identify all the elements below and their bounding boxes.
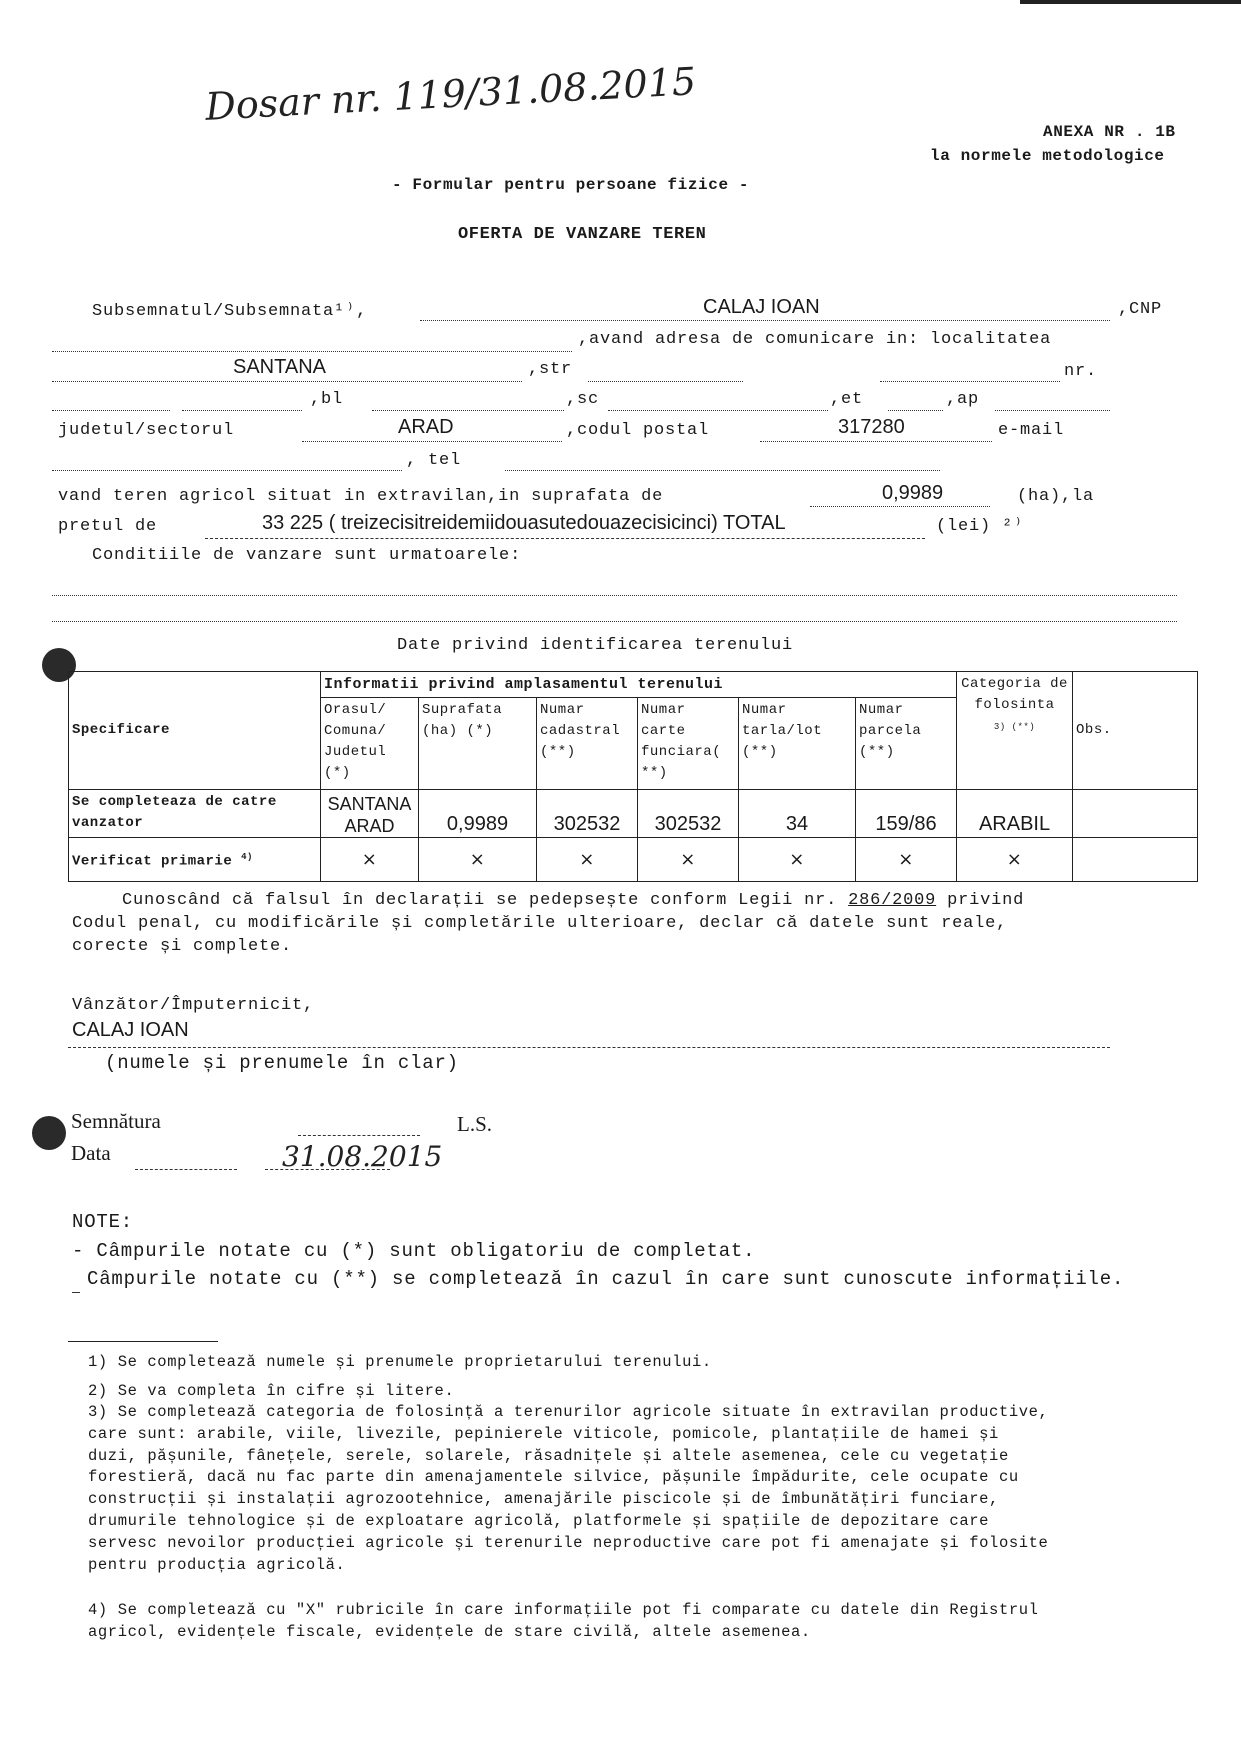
- area-value: 0,9989: [882, 482, 944, 504]
- sc-label: ,sc: [566, 390, 600, 409]
- cell-suprafata: 0,9989: [419, 790, 537, 838]
- mark-tarla: ×: [739, 838, 856, 882]
- header-suprafata: Suprafata (ha) (*): [419, 698, 537, 790]
- locality-line: [52, 381, 522, 382]
- row-primarie-text: Verificat primarie: [72, 853, 233, 870]
- header-cadastral: Numar cadastral (**): [537, 698, 638, 790]
- header-oras: Orasul/ Comuna/ Judetul (*): [321, 698, 419, 790]
- land-label: vand teren agricol situat in extravilan,in suprafata de: [58, 487, 664, 506]
- nr-label: nr.: [1064, 362, 1098, 381]
- footnote-1: 1) Se completează numele și prenumele proprietarului terenului.: [88, 1353, 712, 1371]
- conditions-line-2: [52, 621, 1177, 622]
- header-carte: Numar carte funciara( **): [638, 698, 739, 790]
- price-value: 33 225 ( treizecisitreidemiidouasutedouazecisicinci) TOTAL: [262, 512, 786, 534]
- handwritten-date: 31.08.2015: [282, 1140, 443, 1173]
- ap-line: [995, 410, 1110, 411]
- str-line: [588, 381, 743, 382]
- footnote-rule: [68, 1341, 218, 1342]
- mark-categoria: ×: [957, 838, 1073, 882]
- ha-label: (ha),la: [1017, 487, 1095, 506]
- footnote-3-line: servesc nevoilor producției agricole și terenurile neproductive care pot fi amenajate și folosite: [88, 1533, 1049, 1552]
- bl-line: [372, 410, 564, 411]
- mark-parcela: ×: [856, 838, 957, 882]
- footnote-3-line: pentru producția agricolă.: [88, 1555, 346, 1574]
- declaration-end: privind: [947, 891, 1025, 910]
- signature-name-line: [68, 1047, 1110, 1048]
- name-line: [420, 320, 1110, 321]
- cell-judet: ARAD: [344, 816, 395, 836]
- seller-name: CALAJ IOAN: [703, 296, 820, 318]
- sc-line: [608, 410, 828, 411]
- county-value: ARAD: [398, 416, 454, 438]
- mark-carte: ×: [638, 838, 739, 882]
- data-label: Data: [71, 1141, 111, 1165]
- note-2-dash: [72, 1292, 80, 1293]
- footnote-3-line: drumurile tehnologice și de exploatare agricolă, platformele și spațiile de depozitare care: [88, 1511, 990, 1530]
- mark-oras: ×: [321, 838, 419, 882]
- postal-label: ,codul postal: [566, 421, 710, 440]
- header-categoria: [957, 672, 1073, 790]
- et-label: ,et: [830, 390, 864, 409]
- conditions-line-1: [52, 595, 1177, 596]
- cell-location: [321, 790, 419, 838]
- email-line: [52, 470, 402, 471]
- declaration-line-2: Codul penal, cu modificările și completările ulterioare, declar că datele sunt reale,: [72, 914, 1008, 933]
- county-line: [302, 441, 562, 442]
- handwritten-dossier: Dosar nr. 119/31.08.2015: [204, 59, 698, 129]
- footnote-4-line: agricol, evidențele fiscale, evidențele de stare civilă, altele asemenea.: [88, 1622, 811, 1641]
- semnatura-line: [298, 1135, 420, 1136]
- cell-categoria: ARABIL: [957, 790, 1073, 838]
- semnatura-label: Semnătura: [71, 1109, 161, 1133]
- page-corner-mark: [1020, 0, 1241, 4]
- footnote-3-line: duzi, pășunile, fânețele, serele, solarele, răsadnițele și altele asemenea, cele cu vegetație: [88, 1446, 1009, 1465]
- str-line-2: [880, 381, 1060, 382]
- table-caption: Date privind identificarea terenului: [397, 636, 794, 655]
- cell-carte: 302532: [638, 790, 739, 838]
- mark-obs: [1073, 838, 1198, 882]
- declaration-text: Cunoscând că falsul în declarații se pedepsește conform Legii nr.: [122, 891, 838, 910]
- str-label: ,str: [528, 360, 573, 379]
- punch-hole-bottom: [32, 1116, 66, 1150]
- law-number: 286/2009: [848, 891, 937, 910]
- header-amplasament: Informatii privind amplasamentul terenului: [321, 672, 957, 698]
- row-primarie-label: [69, 838, 321, 882]
- area-line: [810, 506, 990, 507]
- nr-line: [52, 410, 170, 411]
- et-line: [888, 410, 943, 411]
- document-title: OFERTA DE VANZARE TEREN: [458, 225, 707, 244]
- footnote-4: [88, 1600, 1039, 1644]
- cell-parcela: 159/86: [856, 790, 957, 838]
- notes-title: NOTE:: [72, 1211, 134, 1233]
- header-obs: Obs.: [1073, 672, 1198, 790]
- seller-role: Vânzător/Împuternicit,: [72, 996, 315, 1015]
- cell-oras: SANTANA: [327, 794, 412, 814]
- declaration-line-3: corecte și complete.: [72, 937, 293, 956]
- nr-line-2: [182, 410, 302, 411]
- postal-line: [760, 441, 992, 442]
- header-specificare: Specificare: [69, 672, 321, 790]
- table-row: [69, 838, 1198, 882]
- cell-cadastral: 302532: [537, 790, 638, 838]
- price-label: pretul de: [58, 517, 158, 536]
- header-tarla: Numar tarla/lot (**): [739, 698, 856, 790]
- annex-subtitle: la normele metodologice: [930, 147, 1165, 165]
- cell-obs: [1073, 790, 1198, 838]
- form-type: - Formular pentru persoane fizice -: [392, 176, 750, 194]
- subsemnatul-label: Subsemnatul/Subsemnata¹⁾,: [92, 302, 368, 321]
- tel-label: , tel: [406, 451, 462, 470]
- mark-cadastral: ×: [537, 838, 638, 882]
- annex-number: ANEXA NR . 1B: [1043, 123, 1176, 141]
- postal-value: 317280: [838, 416, 905, 438]
- header-categoria-note: 3) (**): [993, 722, 1036, 732]
- ls-label: L.S.: [457, 1112, 493, 1136]
- mark-suprafata: ×: [419, 838, 537, 882]
- data-line: [135, 1169, 237, 1170]
- cnp-label: ,CNP: [1118, 300, 1163, 319]
- conditions-label: Conditiile de vanzare sunt urmatoarele:: [92, 546, 522, 565]
- price-line: [205, 538, 925, 539]
- cell-tarla: 34: [739, 790, 856, 838]
- address-label: ,avand adresa de comunicare in: localitatea: [578, 330, 1052, 349]
- tel-line: [505, 470, 940, 471]
- footnote-2: 2) Se va completa în cifre și litere.: [88, 1382, 455, 1400]
- lei-label: (lei) ²⁾: [936, 517, 1025, 536]
- table-row: [69, 790, 1198, 838]
- ap-label: ,ap: [946, 390, 980, 409]
- footnote-3-line: 3) Se completează categoria de folosință a terenurilor agricole situate în extravilan productive,: [88, 1403, 1049, 1421]
- header-parcela: Numar parcela (**): [856, 698, 957, 790]
- land-identification-table: [68, 671, 1198, 882]
- county-label: judetul/sectorul: [58, 421, 235, 440]
- footnote-3-line: forestieră, dacă nu fac parte din amenajamentele silvice, pășunile împădurite, cele ocupate cu: [88, 1468, 1019, 1487]
- signature-name-hint: (numele și prenumele în clar): [105, 1052, 459, 1074]
- note-1: - Câmpurile notate cu (*) sunt obligatoriu de completat.: [72, 1240, 756, 1262]
- signature-name: CALAJ IOAN: [72, 1019, 189, 1041]
- row-primarie-note: 4): [241, 851, 253, 862]
- footnote-3: [88, 1402, 1048, 1576]
- cnp-line: [52, 351, 572, 352]
- bl-label: ,bl: [310, 390, 344, 409]
- footnote-3-line: construcții și instalații agrozootehnice, amenajările piscicole și de îmbunătățiri funciare,: [88, 1490, 999, 1509]
- email-label: e-mail: [998, 421, 1065, 440]
- declaration-line-1: [122, 891, 1024, 910]
- locality-value: SANTANA: [233, 356, 326, 378]
- note-2: Câmpurile notate cu (**) se completează în cazul în care sunt cunoscute informațiile.: [87, 1268, 1125, 1290]
- footnote-4-line: 4) Se completează cu "X" rubricile în care informațiile pot fi comparate cu datele din Registrul: [88, 1601, 1039, 1619]
- footnote-3-line: care sunt: arabile, viile, livezile, pepinierele viticole, pomicole, plantațiile de hamei și: [88, 1424, 999, 1443]
- header-categoria-text: Categoria de folosinta: [961, 676, 1068, 713]
- row-seller-label: Se completeaza de catre vanzator: [69, 790, 321, 838]
